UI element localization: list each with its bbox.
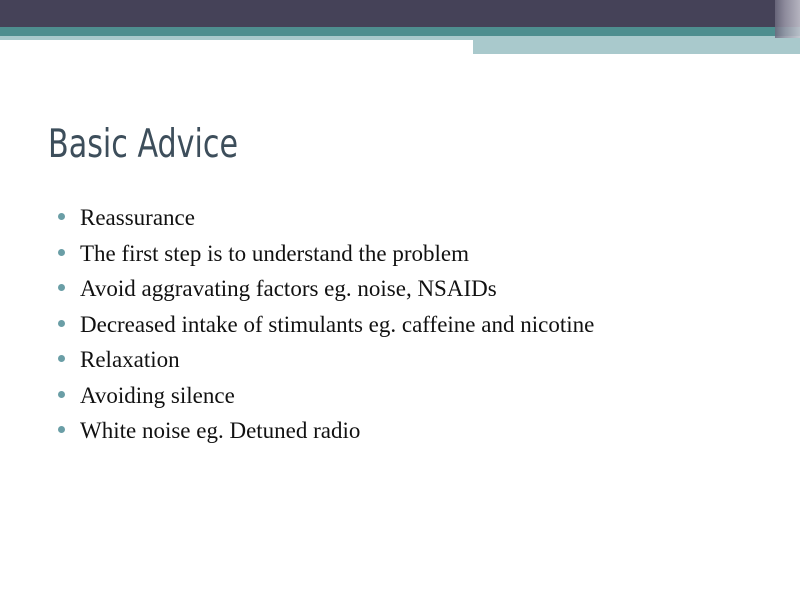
header-corner-shadow	[775, 0, 800, 38]
bullet-item	[56, 381, 594, 417]
bullet-text: The first step is to understand the problem	[80, 240, 470, 266]
bullet-item	[56, 345, 594, 381]
bullet-icon	[58, 249, 65, 256]
header-band-teal	[0, 27, 800, 36]
bullet-icon	[58, 426, 65, 433]
bullet-text: Avoid aggravating factors eg. noise, NSAIDs	[80, 276, 497, 301]
bullet-icon	[58, 355, 65, 362]
bullet-list	[56, 203, 594, 452]
bullet-icon	[58, 213, 65, 220]
bullet-item	[56, 203, 594, 239]
bullet-item	[56, 416, 594, 452]
header-band-light-right	[473, 36, 800, 54]
header-band-dark	[0, 0, 800, 27]
bullet-item	[56, 239, 594, 275]
header-band-light-left	[0, 36, 473, 40]
bullet-text: Reassurance	[80, 205, 195, 230]
bullet-icon	[58, 391, 65, 398]
bullet-text: Decreased intake of stimulants eg. caffeine and nicotine	[80, 311, 595, 337]
slide-title: Basic Advice	[48, 122, 239, 167]
bullet-item	[56, 310, 594, 346]
bullet-item	[56, 274, 594, 310]
bullet-text: Avoiding silence	[80, 382, 235, 408]
bullet-icon	[58, 284, 65, 291]
bullet-text: White noise eg. Detuned radio	[80, 418, 361, 443]
bullet-icon	[58, 320, 65, 327]
bullet-text: Relaxation	[80, 347, 180, 372]
